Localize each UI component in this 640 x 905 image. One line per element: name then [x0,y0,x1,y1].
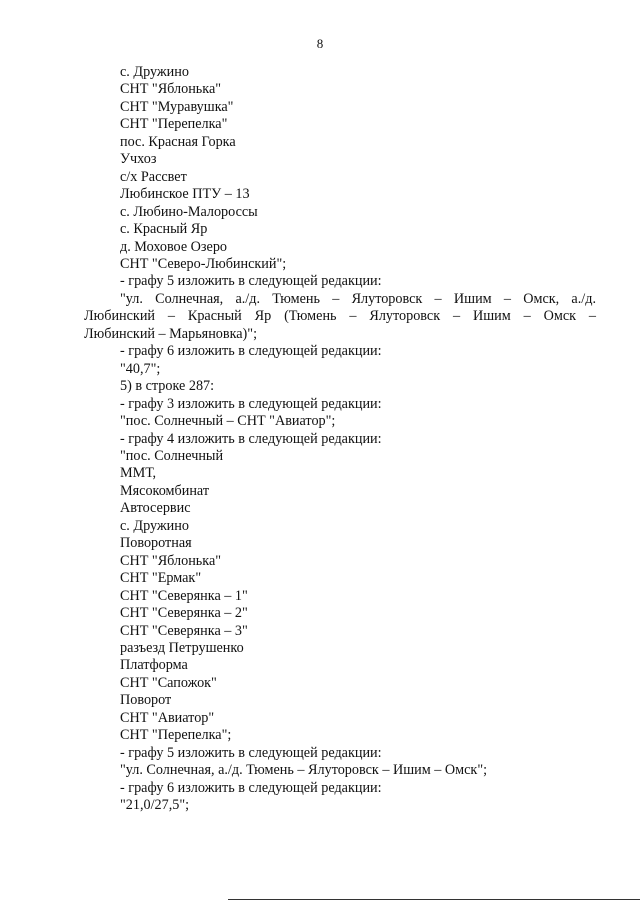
text-line: "ул. Солнечная, а./д. Тюмень – Ялуторовск – Ишим – Омск, а./д. [120,290,596,307]
text-line: СНТ "Перепелка"; [120,727,232,744]
text-line: д. Моховое Озеро [120,238,228,255]
text-line: 5) в строке 287: [120,378,215,395]
text-line: СНТ "Сапожок" [120,674,217,691]
text-line: - графу 6 изложить в следующей редакции: [120,779,382,796]
text-line: Платформа [120,657,188,674]
text-line: Мясокомбинат [120,482,210,499]
text-line: - графу 4 изложить в следующей редакции: [120,430,382,447]
text-line: Любинский – Марьяновка)"; [84,325,258,342]
text-line: СНТ "Северянка – 3" [120,622,248,639]
text-line: "пос. Солнечный – СНТ "Авиатор"; [120,413,336,430]
text-line: Учхоз [120,151,157,168]
text-line: "21,0/27,5"; [120,797,190,814]
text-line: - графу 5 изложить в следующей редакции: [120,273,382,290]
text-line: СНТ "Ермак" [120,570,202,587]
text-line: Любинский – Красный Яр (Тюмень – Ялуторовск – Ишим – Омск – [84,308,596,325]
text-line: СНТ "Северянка – 1" [120,587,248,604]
text-line: СНТ "Северянка – 2" [120,605,248,622]
text-line: СНТ "Перепелка" [120,116,228,133]
text-line: СНТ "Авиатор" [120,709,215,726]
text-line: пос. Красная Горка [120,133,236,150]
text-line: СНТ "Яблонька" [120,81,222,98]
text-line: СНТ "Северо-Любинский"; [120,255,287,272]
text-line: "пос. Солнечный [120,447,224,464]
text-line: - графу 3 изложить в следующей редакции: [120,395,382,412]
text-line: СНТ "Яблонька" [120,552,222,569]
text-line: с. Дружино [120,517,189,534]
text-line: - графу 5 изложить в следующей редакции: [120,744,382,761]
text-line: Автосервис [120,500,191,517]
text-line: "40,7"; [120,360,161,377]
page-number: 8 [316,36,324,51]
text-line: с/х Рассвет [120,168,187,185]
text-line: СНТ "Муравушка" [120,98,234,115]
text-line: с. Дружино [120,64,189,80]
text-line: с. Любино-Малороссы [120,203,258,220]
text-line: Любинское ПТУ – 13 [120,186,250,203]
text-line: Поворот [120,692,172,709]
text-line: "ул. Солнечная, а./д. Тюмень – Ялуторовск – Ишим – Омск"; [120,762,488,779]
document-body [84,64,596,814]
text-line: Поворотная [120,535,192,552]
text-line: разъезд Петрушенко [120,639,244,656]
text-line: с. Красный Яр [120,221,208,238]
text-line: ММТ, [120,465,157,482]
footer-rule [228,899,640,900]
text-line: - графу 6 изложить в следующей редакции: [120,343,382,360]
